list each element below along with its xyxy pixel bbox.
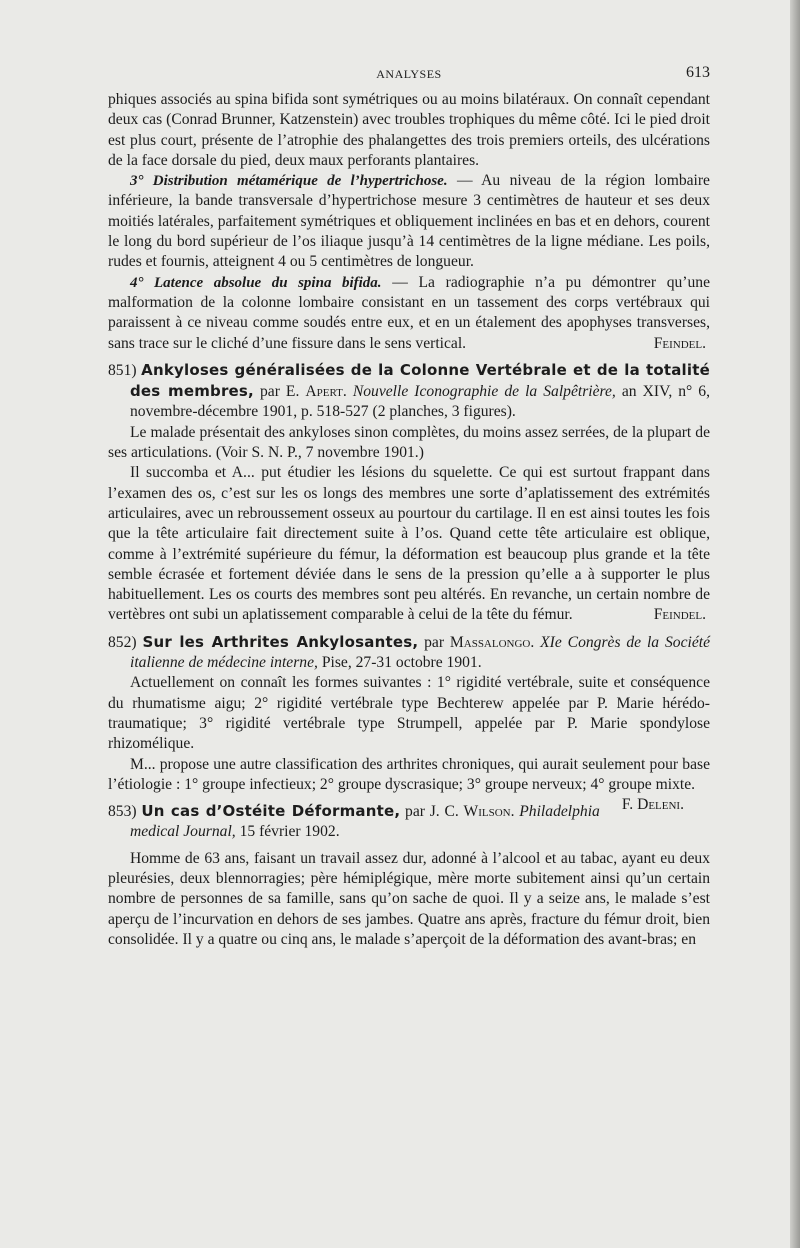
entry-number: 853) — [108, 803, 137, 821]
entry-number: 851) — [108, 361, 137, 379]
entry-852-paragraph-2-text: M... propose une autre classification des arthrites chroniques, qui aurait seulement pour base l’étiologie : 1° groupe infectieux; 2° groupe dyscrasique; 3° groupe nerveux; 4° groupe mixte. — [108, 755, 710, 793]
signature: F. Deleni. — [621, 796, 684, 814]
entry-title: Sur les Arthrites Ankylosantes, — [142, 632, 419, 651]
entry-by: par — [418, 633, 450, 651]
scan-edge — [790, 0, 800, 1248]
entry-number: 852) — [108, 633, 137, 651]
signature: Feindel. — [653, 606, 706, 624]
entry-852-heading: 852) Sur les Arthrites Ankylosantes, par Massalongo. XIe Congrès de la Société italienne de médecine interne, Pise, 27-31 octobre 1901. — [108, 632, 711, 672]
entry-851-heading: 851) Ankyloses généralisées de la Colonne Vertébrale et de la totalité des membres, par E. Apert. Nouvelle Iconographie de la Salpêtrière, an XIV, n° 6, novembre-décembre 1901, p. 518-527 (2 planches, 3 figures). — [108, 360, 711, 421]
entry-852-paragraph-1: Actuellement on connaît les formes suivantes : 1° rigidité vertébrale, suite et conséquence du rhumatisme aigu; 2° rigidité vertébrale type Bechterew appelée par P. Marie hérédo-traumatique; 3° rigidité vertébrale type Strumpell, appelée par P. Marie spondylose rhizomélique. — [108, 674, 710, 753]
intro-paragraph-1: phiques associés au spina bifida sont symétriques ou au moins bilatéraux. On connaît cependant deux cas (Conrad Brunner, Katzenstein) avec troubles trophiques du même côté. Ici le pied droit est plus court, présente de l’atrophie des phalangettes des trois premiers orteils, des ulcérations de la face dorsale du pied, deux maux perforants plantaires. — [108, 91, 710, 169]
entry-853-heading: 853) Un cas d’Ostéite Déformante, par J. C. Wilson. Philadelphia medical Journal, 15 février 1902. — [108, 802, 600, 841]
entry-source-title: XIe Congrès de la Société italienne de médecine interne, — [130, 633, 711, 672]
entry-source-title: Nouvelle Iconographie de la Salpêtrière, — [352, 383, 616, 401]
entry-source-details: 15 février 1902. — [235, 823, 340, 841]
entry-853-paragraph-1: Homme de 63 ans, faisant un travail assez dur, adonné à l’alcool et au tabac, ayant eu deux pleurésies, deux blennorragies; père hémiplégique, mère morte subitement ainsi qu’un certain nombre de personnes de sa famille, sans qu’on sache de quoi. Il y a seize ans, le malade s’est aperçu de l’incurvation en dehors de ses jambes. Quatre ans après, fracture du fémur droit, bien consolidée. Il y a quatre ou cinq ans, le malade s’aperçoit de la déformation des avant-bras; en — [108, 849, 710, 948]
entry-author: Wilson — [463, 803, 511, 821]
entry-source-details: an XIV, n° 6, novembre-décembre 1901, p. 518-527 (2 planches, 3 figures). — [130, 383, 711, 421]
intro-paragraph-2-text: — Au niveau de la région lombaire inférieure, la bande transversale d’hypertrichose mesure 3 centimètres de hauteur et ses deux moitiés latérales, parfaitement symétriques et obliquement inclinées en bas et en dehors, courent le long du bord supérieur de l’os iliaque jusqu’à 14 centimètres de la ligne médiane. Les poils, rudes et fournis, atteignent 4 ou 5 centimètres de longueur. — [108, 172, 710, 271]
section-heading-3: 3° Distribution métamérique de l’hypertrichose. — [130, 173, 448, 190]
running-head: ANALYSES — [376, 67, 442, 81]
signature: Feindel. — [653, 334, 706, 352]
page-content — [108, 64, 710, 950]
entry-by: par E. — [253, 383, 306, 401]
entry-title: Ankyloses généralisées de la Colonne Vertébrale et de la totalité des membres, — [130, 360, 710, 401]
section-heading-4: 4° Latence absolue du spina bifida. — [130, 274, 382, 291]
entry-author: Massalongo — [449, 633, 531, 651]
entry-source-title: Philadelphia medical Journal, — [130, 803, 600, 841]
entry-by: par J. C. — [400, 803, 464, 821]
entry-851-paragraph-2: Il succomba et A... put étudier les lésions du squelette. Ce qui est surtout frappant dans l’examen des os, c’est sur les os longs des membres une sorte d’aplatissement des extrémités articulaires, avec un rebroussement osseux au pourtour du cartilage. Il en est ainsi toutes les fois que la tête articulaire fait directement suite à l’os. Quand cette tête articulaire est oblique, comme à l’extrémité supérieure du fémur, la déformation est beaucoup plus grande et la tête semble écrasée et fortement déviée dans le sens de la pression qu’elle a à supporter le plus habituellement. Les os courts des membres sont peu altérés. En revanche, un certain nombre de vertèbres ont subi un aplatissement comparable à celui de la tête du fémur. — [108, 464, 710, 624]
entry-author: Apert — [305, 383, 343, 401]
page-number: 613 — [686, 64, 710, 81]
page-header — [108, 64, 710, 86]
intro-paragraph-2 — [108, 171, 710, 272]
entry-source-details: Pise, 27-31 octobre 1901. — [317, 654, 482, 672]
entry-title: Un cas d’Ostéite Déformante, — [141, 802, 401, 821]
entry-851-paragraph-1: Le malade présentait des ankyloses sinon complètes, du moins assez serrées, de la plupart de ses articulations. (Voir S. N. P., 7 novembre 1901.) — [108, 423, 710, 462]
intro-paragraph-3-text: — La radiographie n’a pu démontrer qu’une malformation de la colonne lombaire consistant en un tassement des corps vertébraux qui paraissent à ce niveau comme soudés entre eux, et en un étalement des apophyses transverses, sans trace sur le cliché d’une fissure dans le sens vertical. — [108, 273, 711, 352]
